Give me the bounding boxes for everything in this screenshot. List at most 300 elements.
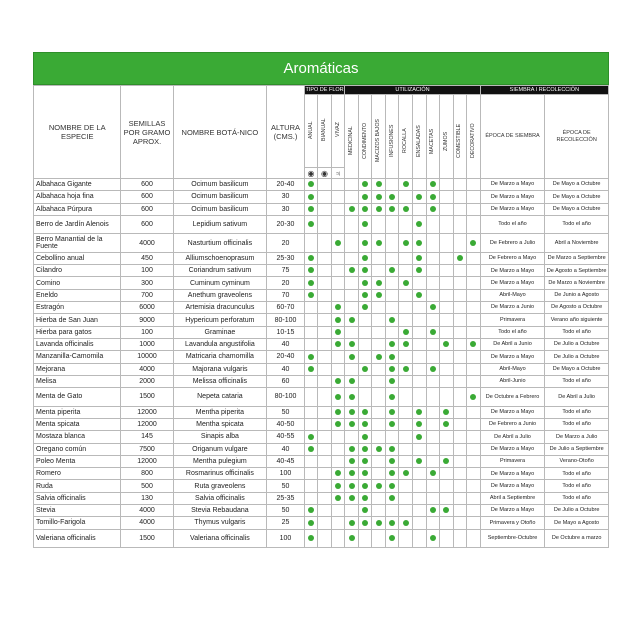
- green-dot-icon: [376, 194, 382, 200]
- species-name: Stevia: [34, 505, 121, 517]
- mark-cell: [385, 302, 399, 314]
- green-dot-icon: [362, 280, 368, 286]
- col-header-ensaladas: [413, 95, 427, 179]
- mark-cell: [318, 314, 332, 326]
- mark-cell: [358, 455, 372, 467]
- mark-cell: [440, 234, 454, 253]
- mark-cell: [440, 418, 454, 430]
- green-dot-icon: [389, 495, 395, 501]
- mark-cell: [467, 363, 481, 375]
- green-dot-icon: [430, 194, 436, 200]
- seeds-per-gram: 1500: [121, 388, 173, 407]
- mark-cell: [345, 289, 359, 301]
- mark-cell: [467, 179, 481, 191]
- mark-cell: [385, 363, 399, 375]
- mark-cell: [318, 505, 332, 517]
- mark-cell: [331, 277, 345, 289]
- mark-cell: [358, 480, 372, 492]
- height-cm: 40: [267, 363, 304, 375]
- green-dot-icon: [308, 366, 314, 372]
- mark-cell: [304, 492, 318, 504]
- height-cm: 20-40: [267, 179, 304, 191]
- height-cm: 40-50: [267, 418, 304, 430]
- col-header-zumos: [440, 95, 454, 179]
- harvest-period: De Octubre a marzo: [545, 529, 609, 548]
- mark-cell: [331, 529, 345, 548]
- mark-cell: [345, 302, 359, 314]
- sowing-period: De Abril a Julio: [480, 431, 545, 443]
- green-dot-icon: [335, 329, 341, 335]
- col-header-label: ZUMOS: [442, 131, 449, 151]
- col-header-decorativo: [467, 95, 481, 179]
- mark-cell: [413, 529, 427, 548]
- mark-cell: [358, 289, 372, 301]
- green-dot-icon: [416, 292, 422, 298]
- green-dot-icon: [376, 483, 382, 489]
- species-name: Menta spicata: [34, 418, 121, 430]
- sowing-period: Todo el año: [480, 326, 545, 338]
- green-dot-icon: [443, 507, 449, 513]
- table-row: [34, 505, 609, 517]
- green-dot-icon: [443, 409, 449, 415]
- green-dot-icon: [430, 535, 436, 541]
- mark-cell: [453, 388, 467, 407]
- mark-cell: [413, 289, 427, 301]
- mark-cell: [345, 505, 359, 517]
- harvest-period: De Mayo a Octubre: [545, 179, 609, 191]
- mark-cell: [385, 215, 399, 234]
- mark-cell: [331, 443, 345, 455]
- harvest-period: De Junio a Agosto: [545, 289, 609, 301]
- green-dot-icon: [362, 520, 368, 526]
- mark-cell: [399, 363, 413, 375]
- col-header-anual: [304, 95, 318, 168]
- mark-cell: [372, 363, 386, 375]
- mark-cell: [440, 215, 454, 234]
- mark-cell: [304, 302, 318, 314]
- green-dot-icon: [416, 240, 422, 246]
- green-dot-icon: [362, 304, 368, 310]
- height-cm: 70: [267, 289, 304, 301]
- col-header-label: MACIZOS BAJOS: [375, 119, 382, 163]
- col-header-macizos-bajos: [372, 95, 386, 179]
- harvest-period: Todo el año: [545, 406, 609, 418]
- table-header: [34, 86, 609, 179]
- page-title: Aromáticas: [33, 52, 609, 85]
- mark-cell: [385, 375, 399, 387]
- botanical-name: Ocimum basilicum: [173, 179, 267, 191]
- table-row: [34, 388, 609, 407]
- mark-cell: [304, 215, 318, 234]
- green-dot-icon: [430, 304, 436, 310]
- mark-cell: [372, 431, 386, 443]
- mark-cell: [399, 265, 413, 277]
- mark-cell: [385, 314, 399, 326]
- table-row: [34, 529, 609, 548]
- mark-cell: [426, 375, 440, 387]
- green-dot-icon: [376, 181, 382, 187]
- mark-cell: [318, 480, 332, 492]
- species-name: Oregano común: [34, 443, 121, 455]
- mark-cell: [413, 505, 427, 517]
- seeds-per-gram: 500: [121, 480, 173, 492]
- mark-cell: [358, 203, 372, 215]
- mark-cell: [372, 480, 386, 492]
- mark-cell: [318, 388, 332, 407]
- biennial-symbol-icon: ◉: [318, 168, 332, 179]
- mark-cell: [385, 351, 399, 363]
- sowing-period: De Marzo a Mayo: [480, 191, 545, 203]
- mark-cell: [372, 265, 386, 277]
- mark-cell: [467, 443, 481, 455]
- green-dot-icon: [389, 409, 395, 415]
- mark-cell: [426, 351, 440, 363]
- green-dot-icon: [389, 354, 395, 360]
- mark-cell: [399, 529, 413, 548]
- table-row: [34, 302, 609, 314]
- mark-cell: [372, 406, 386, 418]
- mark-cell: [345, 277, 359, 289]
- mark-cell: [331, 338, 345, 350]
- botanical-name: Coriandrum sativum: [173, 265, 267, 277]
- harvest-period: De Mayo a Agosto: [545, 517, 609, 529]
- mark-cell: [399, 215, 413, 234]
- mark-cell: [426, 517, 440, 529]
- species-name: Poleo Menta: [34, 455, 121, 467]
- botanical-name: Artemisia dracunculus: [173, 302, 267, 314]
- col-header-medicinal: [345, 95, 359, 179]
- col-header-label: DECORATIVO: [469, 123, 476, 159]
- green-dot-icon: [349, 470, 355, 476]
- mark-cell: [358, 363, 372, 375]
- green-dot-icon: [308, 292, 314, 298]
- green-dot-icon: [389, 378, 395, 384]
- botanical-name: Mentha spicata: [173, 418, 267, 430]
- mark-cell: [385, 326, 399, 338]
- green-dot-icon: [349, 409, 355, 415]
- harvest-period: Todo el año: [545, 492, 609, 504]
- height-cm: 25-35: [267, 492, 304, 504]
- botanical-name: Rosmarinus officinalis: [173, 468, 267, 480]
- green-dot-icon: [430, 470, 436, 476]
- sowing-period: Abril a Septiembre: [480, 492, 545, 504]
- harvest-period: De Marzo a Julio: [545, 431, 609, 443]
- table-row: [34, 338, 609, 350]
- height-cm: 20: [267, 234, 304, 253]
- mark-cell: [440, 252, 454, 264]
- height-cm: 50: [267, 505, 304, 517]
- table-row: [34, 203, 609, 215]
- mark-cell: [331, 289, 345, 301]
- mark-cell: [399, 289, 413, 301]
- mark-cell: [318, 443, 332, 455]
- mark-cell: [318, 302, 332, 314]
- green-dot-icon: [389, 206, 395, 212]
- botanical-name: Lepidium sativum: [173, 215, 267, 234]
- mark-cell: [413, 326, 427, 338]
- mark-cell: [345, 418, 359, 430]
- mark-cell: [358, 517, 372, 529]
- green-dot-icon: [389, 194, 395, 200]
- mark-cell: [345, 252, 359, 264]
- species-name: Cilandro: [34, 265, 121, 277]
- mark-cell: [372, 455, 386, 467]
- green-dot-icon: [335, 240, 341, 246]
- mark-cell: [467, 418, 481, 430]
- mark-cell: [426, 179, 440, 191]
- green-dot-icon: [308, 446, 314, 452]
- mark-cell: [331, 191, 345, 203]
- mark-cell: [345, 179, 359, 191]
- mark-cell: [358, 252, 372, 264]
- mark-cell: [399, 431, 413, 443]
- mark-cell: [345, 529, 359, 548]
- green-dot-icon: [335, 394, 341, 400]
- mark-cell: [467, 215, 481, 234]
- harvest-period: Verano-Otoño: [545, 455, 609, 467]
- height-cm: 40: [267, 338, 304, 350]
- col-header-vivaz: [331, 95, 345, 168]
- green-dot-icon: [362, 446, 368, 452]
- mark-cell: [345, 234, 359, 253]
- species-name: Albahaca hoja fina: [34, 191, 121, 203]
- mark-cell: [453, 529, 467, 548]
- species-table: [33, 85, 609, 548]
- green-dot-icon: [308, 194, 314, 200]
- green-dot-icon: [389, 446, 395, 452]
- sowing-period: De Abril a Junio: [480, 338, 545, 350]
- mark-cell: [331, 455, 345, 467]
- mark-cell: [440, 314, 454, 326]
- mark-cell: [399, 203, 413, 215]
- mark-cell: [385, 179, 399, 191]
- mark-cell: [467, 326, 481, 338]
- mark-cell: [385, 203, 399, 215]
- seeds-per-gram: 800: [121, 468, 173, 480]
- sowing-period: De Marzo a Mayo: [480, 480, 545, 492]
- col-header-rocalla: [399, 95, 413, 179]
- mark-cell: [372, 252, 386, 264]
- mark-cell: [467, 302, 481, 314]
- species-name: Lavanda officinalis: [34, 338, 121, 350]
- mark-cell: [331, 179, 345, 191]
- table-row: [34, 314, 609, 326]
- mark-cell: [345, 375, 359, 387]
- green-dot-icon: [362, 366, 368, 372]
- header-utilizacion: UTILIZACIÓN: [345, 86, 480, 95]
- green-dot-icon: [308, 181, 314, 187]
- mark-cell: [467, 289, 481, 301]
- green-dot-icon: [349, 267, 355, 273]
- mark-cell: [453, 492, 467, 504]
- green-dot-icon: [403, 341, 409, 347]
- mark-cell: [304, 375, 318, 387]
- mark-cell: [358, 302, 372, 314]
- mark-cell: [358, 492, 372, 504]
- sowing-period: De Marzo a Mayo: [480, 277, 545, 289]
- mark-cell: [440, 363, 454, 375]
- mark-cell: [372, 191, 386, 203]
- mark-cell: [440, 203, 454, 215]
- mark-cell: [385, 480, 399, 492]
- mark-cell: [318, 265, 332, 277]
- mark-cell: [399, 375, 413, 387]
- mark-cell: [440, 326, 454, 338]
- mark-cell: [440, 388, 454, 407]
- species-name: Albahaca Gigante: [34, 179, 121, 191]
- botanical-name: Lavandula angustifolia: [173, 338, 267, 350]
- height-cm: 100: [267, 468, 304, 480]
- header-semillas: SEMILLAS POR GRAMO APROX.: [121, 86, 173, 179]
- seeds-per-gram: 2000: [121, 375, 173, 387]
- mark-cell: [385, 529, 399, 548]
- col-header-comestible: [453, 95, 467, 179]
- mark-cell: [467, 351, 481, 363]
- mark-cell: [453, 468, 467, 480]
- green-dot-icon: [430, 329, 436, 335]
- table-body: [34, 179, 609, 548]
- mark-cell: [426, 277, 440, 289]
- seeds-per-gram: 600: [121, 191, 173, 203]
- mark-cell: [467, 314, 481, 326]
- green-dot-icon: [308, 434, 314, 440]
- botanical-name: Majorana vulgaris: [173, 363, 267, 375]
- mark-cell: [453, 517, 467, 529]
- mark-cell: [399, 388, 413, 407]
- green-dot-icon: [376, 520, 382, 526]
- height-cm: 10-15: [267, 326, 304, 338]
- harvest-period: De Julio a Octubre: [545, 351, 609, 363]
- seeds-per-gram: 4000: [121, 505, 173, 517]
- mark-cell: [453, 191, 467, 203]
- mark-cell: [304, 388, 318, 407]
- mark-cell: [467, 455, 481, 467]
- mark-cell: [331, 468, 345, 480]
- seeds-per-gram: 4000: [121, 363, 173, 375]
- mark-cell: [318, 215, 332, 234]
- green-dot-icon: [362, 240, 368, 246]
- green-dot-icon: [389, 535, 395, 541]
- table-row: [34, 191, 609, 203]
- green-dot-icon: [349, 535, 355, 541]
- sowing-period: De Marzo a Mayo: [480, 265, 545, 277]
- height-cm: 80-100: [267, 314, 304, 326]
- seeds-per-gram: 1500: [121, 529, 173, 548]
- sowing-period: De Marzo a Mayo: [480, 443, 545, 455]
- green-dot-icon: [349, 394, 355, 400]
- green-dot-icon: [389, 520, 395, 526]
- mark-cell: [453, 326, 467, 338]
- sowing-period: Abril-Junio: [480, 375, 545, 387]
- mark-cell: [440, 406, 454, 418]
- seeds-per-gram: 100: [121, 326, 173, 338]
- mark-cell: [358, 375, 372, 387]
- header-siembra-recoleccion: SIEMBRA I RECOLECCIÓN: [480, 86, 608, 95]
- species-name: Hierba para gatos: [34, 326, 121, 338]
- botanical-name: Nepeta cataria: [173, 388, 267, 407]
- green-dot-icon: [376, 280, 382, 286]
- mark-cell: [358, 191, 372, 203]
- mark-cell: [453, 314, 467, 326]
- mark-cell: [453, 363, 467, 375]
- mark-cell: [399, 505, 413, 517]
- green-dot-icon: [362, 194, 368, 200]
- harvest-period: Todo el año: [545, 418, 609, 430]
- harvest-period: De Agosto a Octubre: [545, 302, 609, 314]
- green-dot-icon: [376, 240, 382, 246]
- green-dot-icon: [349, 317, 355, 323]
- mark-cell: [467, 505, 481, 517]
- green-dot-icon: [349, 495, 355, 501]
- green-dot-icon: [362, 409, 368, 415]
- mark-cell: [413, 492, 427, 504]
- mark-cell: [304, 480, 318, 492]
- mark-cell: [453, 265, 467, 277]
- sowing-period: De Marzo a Mayo: [480, 505, 545, 517]
- mark-cell: [372, 215, 386, 234]
- mark-cell: [358, 351, 372, 363]
- seeds-per-gram: 145: [121, 431, 173, 443]
- harvest-period: Todo el año: [545, 215, 609, 234]
- mark-cell: [304, 505, 318, 517]
- mark-cell: [372, 314, 386, 326]
- sowing-period: De Febrero a Junio: [480, 418, 545, 430]
- green-dot-icon: [308, 354, 314, 360]
- col-header-label: MACETAS: [429, 128, 436, 154]
- botanical-name: Melissa officinalis: [173, 375, 267, 387]
- height-cm: 25-30: [267, 252, 304, 264]
- mark-cell: [426, 289, 440, 301]
- header-epoca-siembra: ÉPOCA DE SIEMBRA: [480, 95, 545, 179]
- seeds-per-gram: 10000: [121, 351, 173, 363]
- mark-cell: [331, 418, 345, 430]
- botanical-name: Hypericum perforatum: [173, 314, 267, 326]
- mark-cell: [453, 277, 467, 289]
- green-dot-icon: [362, 255, 368, 261]
- mark-cell: [372, 492, 386, 504]
- table-row: [34, 517, 609, 529]
- mark-cell: [385, 517, 399, 529]
- seeds-per-gram: 12000: [121, 455, 173, 467]
- mark-cell: [413, 234, 427, 253]
- botanical-name: Sinapis alba: [173, 431, 267, 443]
- green-dot-icon: [430, 181, 436, 187]
- mark-cell: [453, 351, 467, 363]
- green-dot-icon: [443, 421, 449, 427]
- mark-cell: [358, 418, 372, 430]
- harvest-period: De Agosto a Septiembre: [545, 265, 609, 277]
- mark-cell: [453, 406, 467, 418]
- mark-cell: [440, 492, 454, 504]
- mark-cell: [413, 363, 427, 375]
- mark-cell: [399, 492, 413, 504]
- table-row: [34, 351, 609, 363]
- seeds-per-gram: 600: [121, 215, 173, 234]
- harvest-period: De Mayo a Octubre: [545, 363, 609, 375]
- mark-cell: [304, 203, 318, 215]
- mark-cell: [399, 277, 413, 289]
- botanical-name: Anethum graveolens: [173, 289, 267, 301]
- mark-cell: [453, 302, 467, 314]
- harvest-period: De Mayo a Octubre: [545, 203, 609, 215]
- mark-cell: [467, 277, 481, 289]
- green-dot-icon: [335, 409, 341, 415]
- mark-cell: [385, 443, 399, 455]
- green-dot-icon: [389, 458, 395, 464]
- mark-cell: [318, 277, 332, 289]
- col-header-label: ANUAL: [307, 121, 314, 139]
- green-dot-icon: [389, 421, 395, 427]
